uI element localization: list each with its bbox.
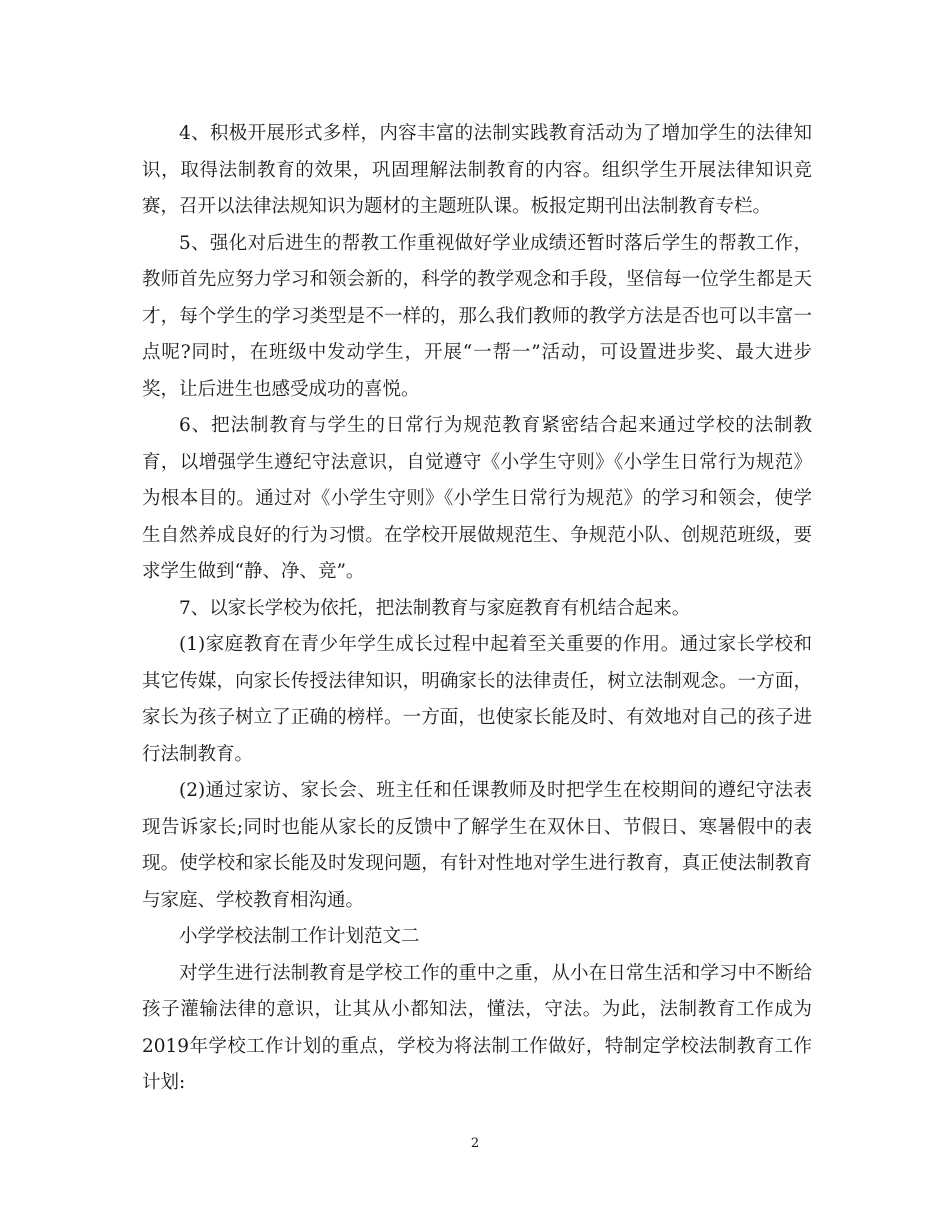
paragraph-item-5: 5、强化对后进生的帮教工作重视做好学业成绩还暂时落后学生的帮教工作，教师首先应努力学习和领会新的，科学的教学观念和手段，坚信每一位学生都是天才，每个学生的学习类型是不一样的，那么我们教师的教学方法是否也可以丰富一点呢?同时，在班级中发动学生，开展“一帮一”活动，可设置进步奖、最大进步奖，让后进生也感受成功的喜悦。 <box>142 232 812 400</box>
document-body <box>142 116 812 1102</box>
paragraph-item-6: 6、把法制教育与学生的日常行为规范教育紧密结合起来通过学校的法制教育，以增强学生遵纪守法意识，自觉遵守《小学生守则》《小学生日常行为规范》为根本目的。通过对《小学生守则》《小学生日常行为规范》的学习和领会，使学生自然养成良好的行为习惯。在学校开展做规范生、争规范小队、创规范班级，要求学生做到“静、净、竞”。 <box>142 415 812 582</box>
paragraph-intro: 对学生进行法制教育是学校工作的重中之重，从小在日常生活和学习中不断给孩子灌输法律的意识，让其从小都知法，懂法，守法。为此，法制教育工作成为2019年学校工作计划的重点，学校为将法制工作做好，特制定学校法制教育工作计划: <box>142 962 812 1093</box>
page-number: 2 <box>470 1136 480 1151</box>
paragraph-subitem-1: (1)家庭教育在青少年学生成长过程中起着至关重要的作用。通过家长学校和其它传媒，向家长传授法律知识，明确家长的法律责任，树立法制观念。一方面，家长为孩子树立了正确的榜样。一方面，也使家长能及时、有效地对自己的孩子进行法制教育。 <box>142 634 812 765</box>
paragraph-item-4: 4、积极开展形式多样，内容丰富的法制实践教育活动为了增加学生的法律知识，取得法制教育的效果，巩固理解法制教育的内容。组织学生开展法律知识竞赛，召开以法律法规知识为题材的主题班队课。板报定期刊出法制教育专栏。 <box>142 123 812 217</box>
paragraph-item-7: 7、以家长学校为依托，把法制教育与家庭教育有机结合起来。 <box>179 597 691 619</box>
section-heading: 小学学校法制工作计划范文二 <box>179 926 420 947</box>
paragraph-subitem-2: (2)通过家访、家长会、班主任和任课教师及时把学生在校期间的遵纪守法表现告诉家长;同时也能从家长的反馈中了解学生在双休日、节假日、寒暑假中的表现。使学校和家长能及时发现问题，有针对性地对学生进行教育，真正使法制教育与家庭、学校教育相沟通。 <box>142 780 812 911</box>
